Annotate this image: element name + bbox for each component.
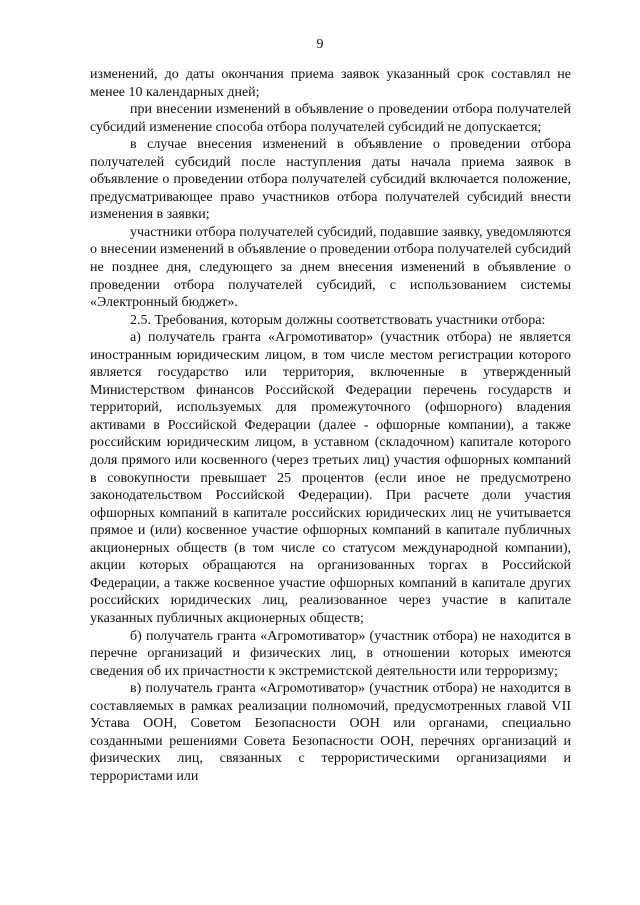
- document-body: [90, 66, 571, 785]
- paragraph-section-2-5: 2.5. Требования, которым должны соответствовать участники отбора:: [130, 312, 546, 328]
- paragraph-item-v: в) получатель гранта «Агромотиватор» (участник отбора) не находится в составляемых в рамках реализации полномочий, предусмотренных главой VII Устава ООН, Советом Безопасности ООН или органами, специально созданными решениями Совета Безопасности ООН, перечнях организаций и физических лиц, связанных с террористическими организациями и террористами или: [90, 681, 571, 784]
- paragraph-item-b: б) получатель гранта «Агромотиватор» (участник отбора) не находится в перечне организаций и физических лиц, в отношении которых имеются сведения об их причастности к экстремистской деятельности или терроризму;: [90, 628, 571, 679]
- paragraph-participant-notification: участники отбора получателей субсидий, подавшие заявку, уведомляются о внесении изменений в объявление о проведении отбора получателей субсидий не позднее дня, следующего за днем внесения изменений в объявление о проведении отбора получателей субсидий, с использованием системы «Электронный бюджет».: [90, 224, 571, 311]
- page-number: 9: [316, 37, 324, 52]
- paragraph-change-method-prohibited: при внесении изменений в объявление о проведении отбора получателей субсидий изменение способа отбора получателей субсидий не допускается;: [90, 102, 571, 135]
- paragraph-changes-after-start: в случае внесения изменений в объявление о проведении отбора получателей субсидий после наступления даты начала приема заявок в объявление о проведении отбора получателей субсидий включается положение, предусматривающее право участников отбора получателей субсидий внести изменения в заявки;: [90, 137, 571, 223]
- paragraph-continuation: изменений, до даты окончания приема заявок указанный срок составлял не менее 10 календарных дней;: [90, 67, 571, 100]
- paragraph-item-a: а) получатель гранта «Агромотиватор» (участник отбора) не является иностранным юридическим лицом, в том числе местом регистрации которого является государство или территория, включенные в утвержденный Министерством финансов Российской Федерации перечень государств и территорий, используемых для промежуточного (офшорного) владения активами в Российской Федерации (далее - офшорные компании), а также российским юридическим лицом, в уставном (складочном) капитале которого доля прямого или косвенного (через третьих лиц) участия офшорных компаний в совокупности превышает 25 процентов (если иное не предусмотрено законодательством Российской Федерации). При расчете доли участия офшорных компаний в капитале российских юридических лиц не учитывается прямое и (или) косвенное участие офшорных компаний в капитале публичных акционерных обществ (в том числе со статусом международной компании), акции которых обращаются на организованных торгах в Российской Федерации, а также косвенное участие офшорных компаний в капитале других российских юридических лиц, реализованное через участие в капитале указанных публичных акционерных обществ;: [90, 330, 571, 626]
